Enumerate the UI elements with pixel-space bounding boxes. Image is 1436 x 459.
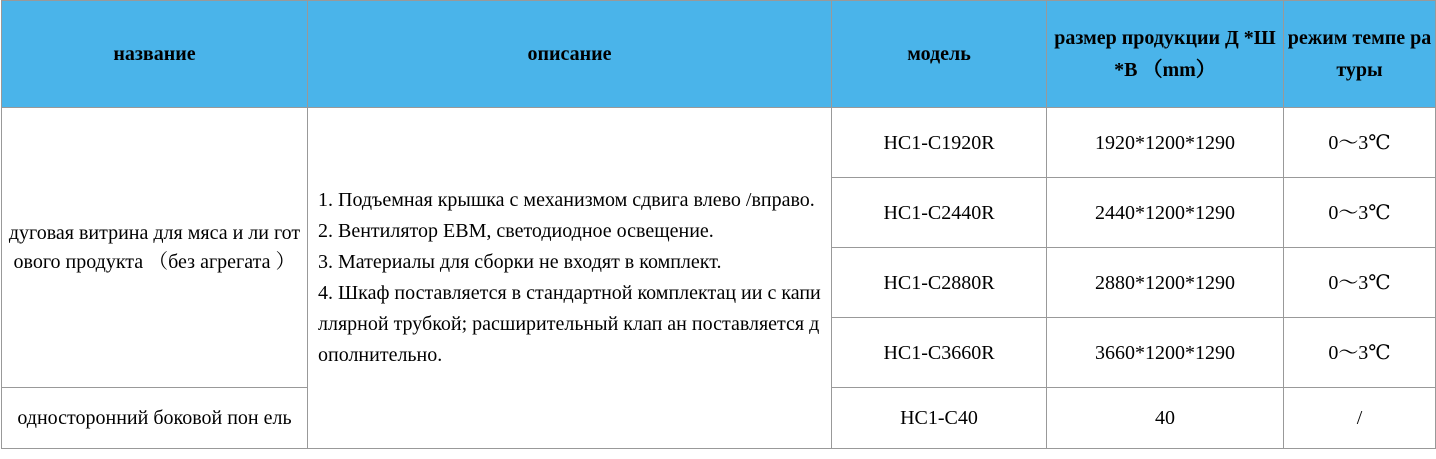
temperature-cell: / <box>1284 388 1436 449</box>
temperature-cell: 0～3℃ <box>1284 318 1436 388</box>
header-model: модель <box>832 1 1047 108</box>
header-size: размер продукции Д *Ш*В （mm） <box>1047 1 1284 108</box>
table-row <box>2 108 1436 178</box>
header-temperature: режим темпе ратуры <box>1284 1 1436 108</box>
size-cell: 40 <box>1047 388 1284 449</box>
model-cell: HC1-C3660R <box>832 318 1047 388</box>
size-cell: 2440*1200*1290 <box>1047 178 1284 248</box>
header-description: описание <box>308 1 832 108</box>
temperature-cell: 0～3℃ <box>1284 178 1436 248</box>
model-cell: HC1-C1920R <box>832 108 1047 178</box>
model-cell: HC1-C2440R <box>832 178 1047 248</box>
product-name-cell: дуговая витрина для мяса и ли готового продукта （без агрегата ） <box>2 108 308 388</box>
product-table <box>1 0 1436 449</box>
description-cell <box>308 108 832 449</box>
temperature-cell: 0～3℃ <box>1284 108 1436 178</box>
description-line: 2. Вентилятор EBM, светодиодное освещение. <box>318 220 714 242</box>
product-name-cell: односторонний боковой пон ель <box>2 388 308 449</box>
description-line: 1. Подъемная крышка с механизмом сдвига влево /вправо. <box>318 189 815 211</box>
model-cell: HC1-C2880R <box>832 248 1047 318</box>
description-line: 4. Шкаф поставляется в стандартной комплектац ии с капиллярной трубкой; расширительный клап ан поставляется дополнительно. <box>318 282 821 366</box>
model-cell: HC1-C40 <box>832 388 1047 449</box>
description-line: 3. Материалы для сборки не входят в комплект. <box>318 251 722 273</box>
header-name: название <box>2 1 308 108</box>
size-cell: 1920*1200*1290 <box>1047 108 1284 178</box>
size-cell: 3660*1200*1290 <box>1047 318 1284 388</box>
size-cell: 2880*1200*1290 <box>1047 248 1284 318</box>
header-row <box>2 1 1436 108</box>
temperature-cell: 0～3℃ <box>1284 248 1436 318</box>
